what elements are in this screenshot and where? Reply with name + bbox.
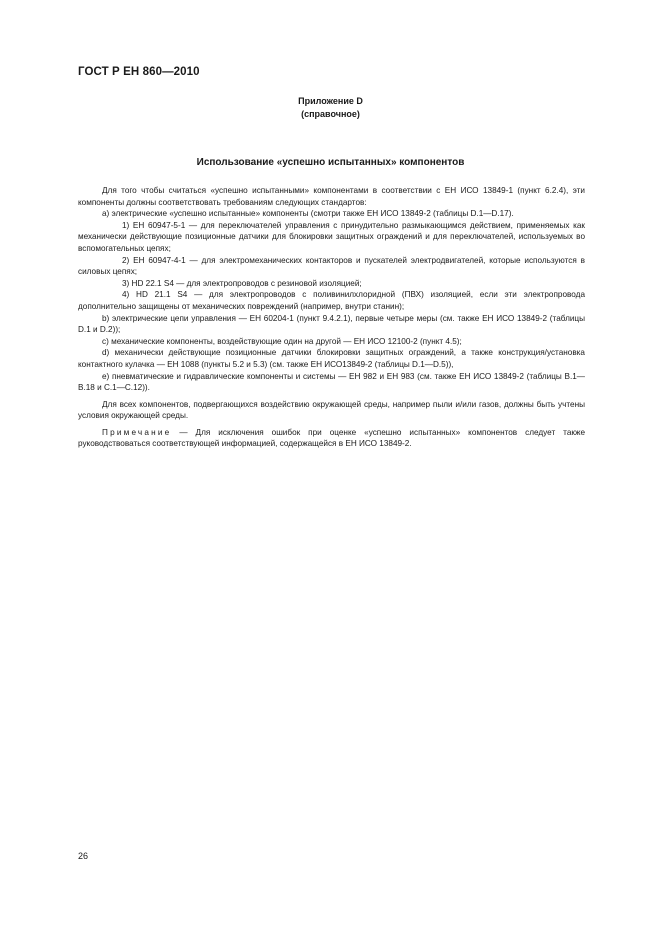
list-item-c: с) механические компоненты, воздействующие один на другой — ЕН ИСО 12100-2 (пункт 4.5); [102, 336, 462, 346]
standard-header: ГОСТ Р ЕН 860—2010 [78, 66, 200, 78]
list-item-e: е) пневматические и гидравлические компоненты и системы — ЕН 982 и ЕН 983 (см. также ЕН ИСО 13849-2 (таблицы В.1—В.18 и С.1—С.12)). [78, 371, 585, 393]
note-text: — Для исключения ошибок при оценке «успешно испытанных» компонентов следует также руководствоваться соответствующей информацией, содержащейся в ЕН ИСО 13849-2. [78, 427, 585, 449]
list-item-b: b) электрические цепи управления — ЕН 60204-1 (пункт 9.4.2.1), первые четыре меры (см. также ЕН ИСО 13849-2 (таблицы D.1 и D.2)); [78, 313, 585, 335]
list-subitem-2: 2) ЕН 60947-4-1 — для электромеханических контакторов и пускателей электродвигателей, которые используются в силовых цепях; [78, 255, 585, 277]
appendix-subtitle: (справочное) [301, 109, 360, 119]
section-title: Использование «успешно испытанных» компонентов [196, 157, 465, 168]
list-item-d: d) механически действующие позиционные датчики блокировки защитных ограждений, а также конструкция/установка контактного кулачка — ЕН 1088 (пункты 5.2 и 5.3) (см. также ЕН ИСО13849-2 (таблицы D.1—D.5)), [78, 348, 585, 369]
note-label: Примечание [102, 427, 172, 437]
paragraph-intro: Для того чтобы считаться «успешно испытанными» компонентами в соответствии с ЕН ИСО 13849-1 (пункт 6.2.4), эти компоненты должны соответствовать требованиям следующих стандартов: [78, 186, 585, 207]
list-item-a: а) электрические «успешно испытанные» компоненты (смотри также ЕН ИСО 13849-2 (таблицы D.1—D.17). [102, 209, 514, 219]
note-paragraph [78, 427, 585, 450]
page-number: 26 [78, 851, 89, 861]
body-text [78, 185, 585, 450]
list-subitem-1: 1) ЕН 60947-5-1 — для переключателей управления с принудительно размыкающимся действием, применяемых как механически действующие позиционные датчики для блокировки защитных ограждений и для переключателей, используемых во вспомогательных цепях; [78, 220, 585, 253]
appendix-title: Приложение D [298, 96, 363, 106]
list-subitem-3: 3) HD 22.1 S4 — для электропроводов с резиновой изоляцией; [122, 278, 362, 288]
list-subitem-4: 4) HD 21.1 S4 — для электропроводов с поливинилхлоридной (ПВХ) изоляцией, если эти электропровода дополнительно защищены от механических повреждений (например, внутри станин); [78, 290, 585, 311]
paragraph-environment: Для всех компонентов, подвергающихся воздействию окружающей среды, например пыли и/или газов, должны быть учтены условия окружающей среды. [78, 399, 585, 421]
